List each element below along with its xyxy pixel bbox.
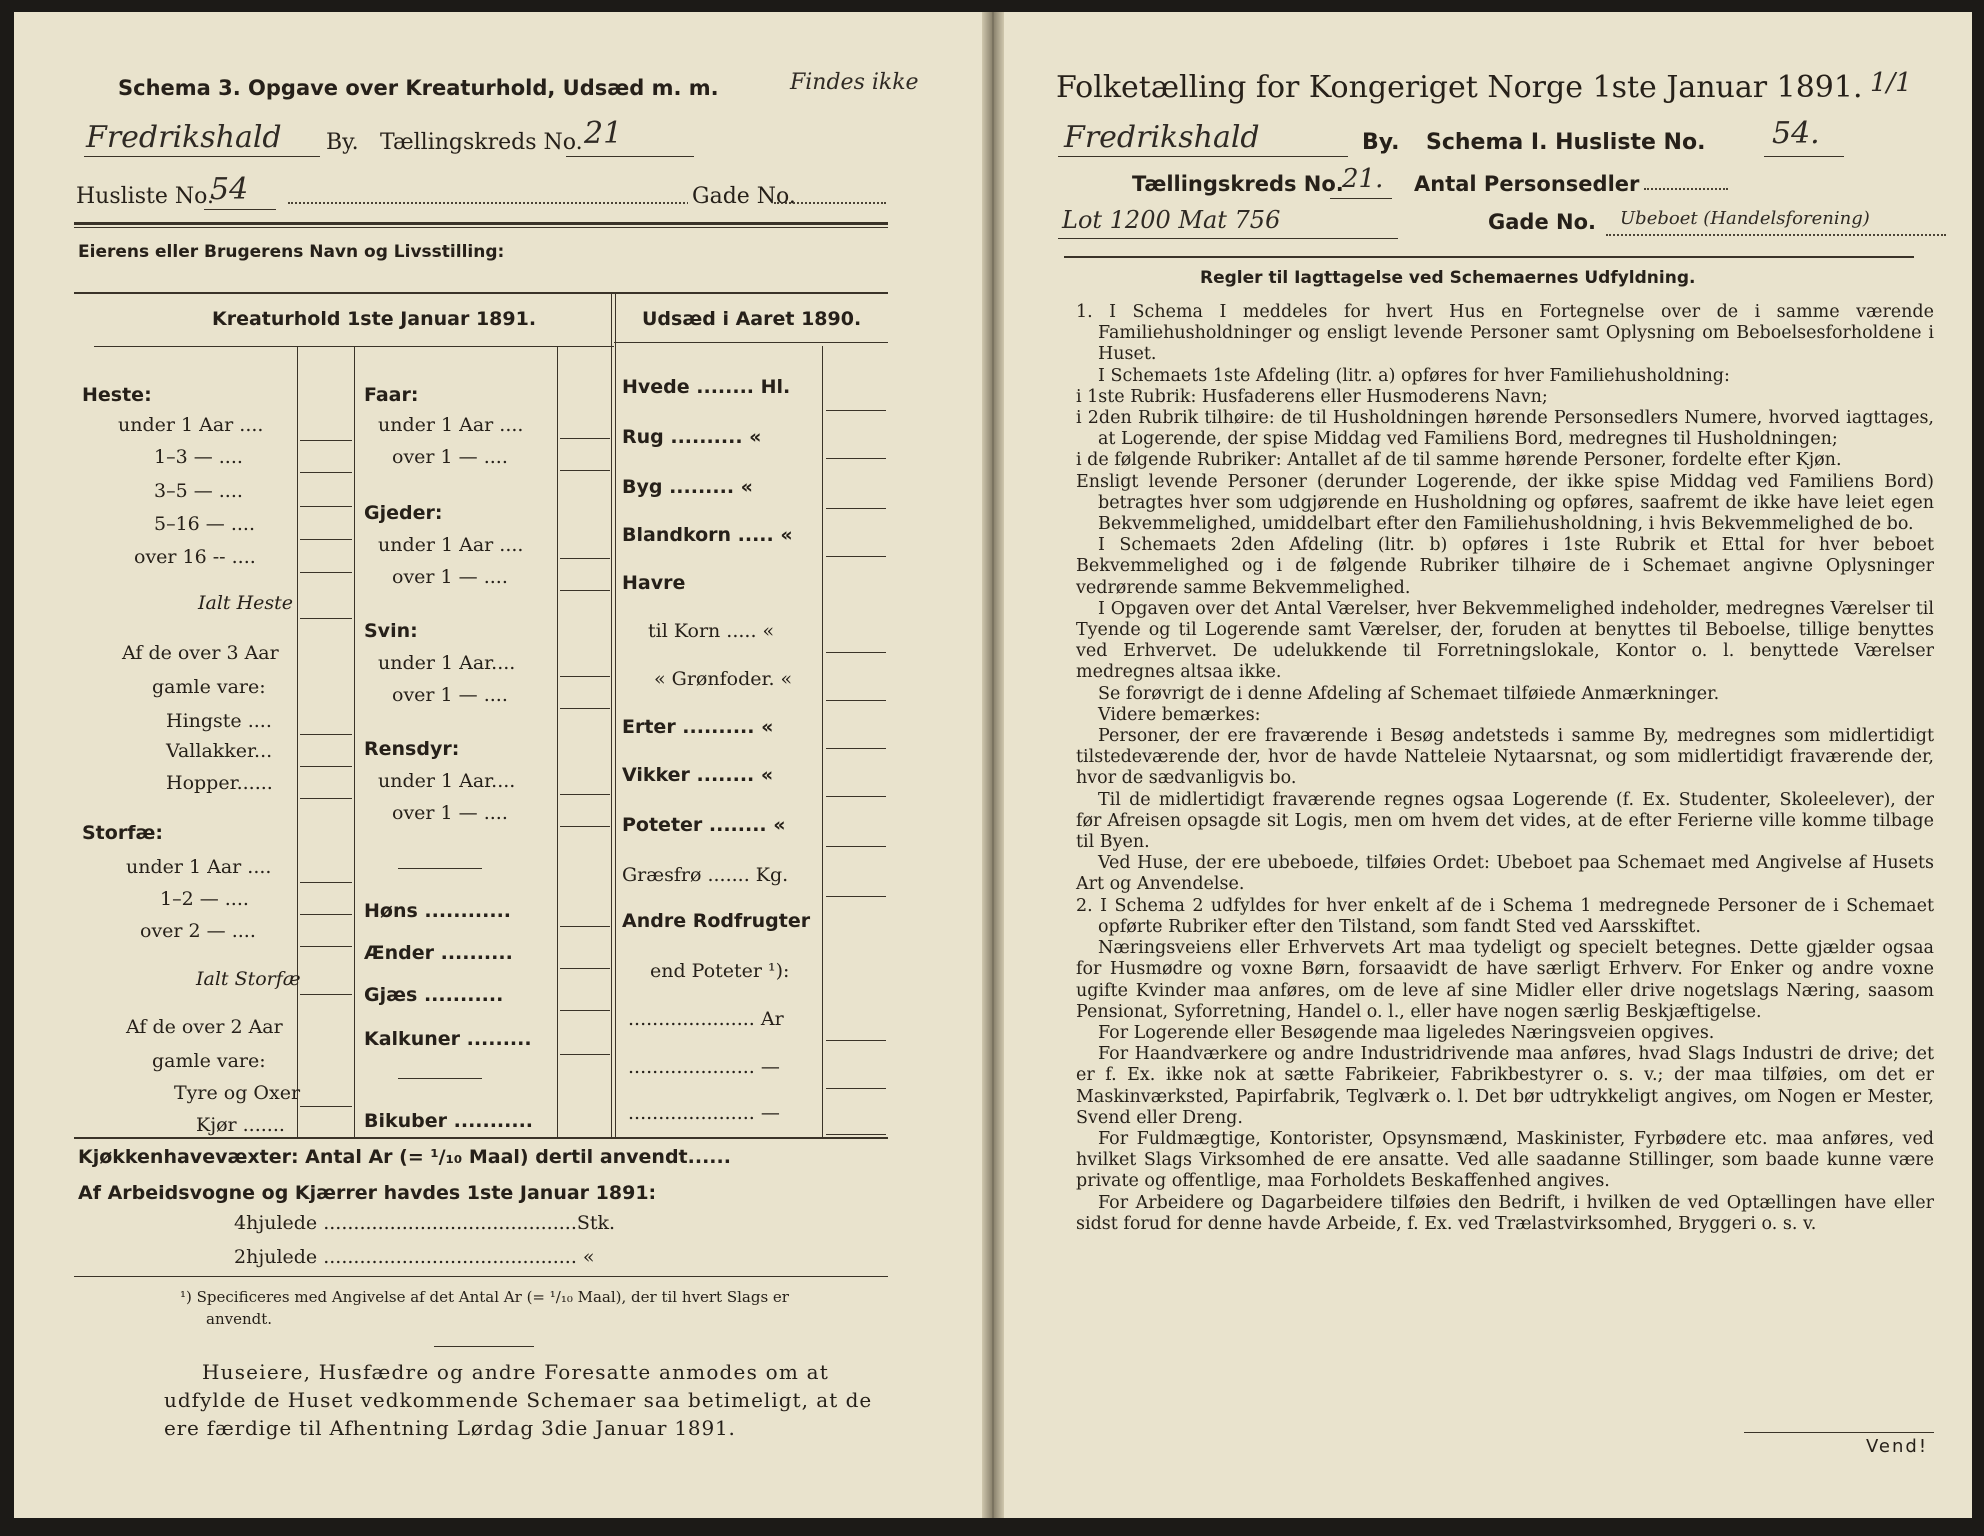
rule-videre: Videre bemærkes: xyxy=(1098,704,1261,725)
rule-2: 2. I Schema 2 udfyldes for hver enkelt af de i Schema 1 medregnede Personer de i Schemaet opførte Rubriker efter den Tilstand, som fandt Sted ved Aarsskiftet. xyxy=(1076,895,1934,937)
row-poteter: Poteter ........ « xyxy=(622,814,786,836)
row-tyre-oxer: Tyre og Oxer xyxy=(174,1082,301,1104)
rule-1-rubrik-1: i 1ste Rubrik: Husfaderens eller Husmoderens Navn; xyxy=(1076,386,1548,407)
row-heste-1-3: 1–3 — .... xyxy=(154,446,243,468)
row-gjeder-over1: over 1 — .... xyxy=(392,566,508,588)
row-hons: Høns ............ xyxy=(364,900,512,922)
row-rug: Rug .......... « xyxy=(622,426,762,448)
closing-line3: ere færdige til Afhentning Lørdag 3die Januar 1891. xyxy=(164,1416,736,1440)
rule-anmaerkninger: Se forøvrigt de i denne Afdeling af Schemaet tilføiede Anmærkninger. xyxy=(1098,683,1720,704)
rule-logerende: For Logerende eller Besøgende maa ligeledes Næringsveien opgives. xyxy=(1098,1022,1715,1043)
right-by-label: By. xyxy=(1362,130,1400,155)
row-dash-1: ..................... — xyxy=(628,1056,780,1078)
row-bikuber: Bikuber ........... xyxy=(364,1110,534,1132)
row-hingste: Hingste .... xyxy=(166,710,272,732)
row-heste-over16: over 16 -- .... xyxy=(134,546,256,568)
rule-arbeidere: For Arbeidere og Dagarbeidere tilføies den Bedrift, i hvilken de ved Optællingen have eller sidst forud for denne havde Arbeide, f. Ex. ved Trælastvirksomhed, Bryggeri o. s. v. xyxy=(1076,1192,1934,1234)
row-end-poteter: end Poteter ¹): xyxy=(650,960,790,982)
row-havre: Havre xyxy=(622,572,686,594)
rule-fuldmaegtige: For Fuldmægtige, Kontorister, Opsynsmænd, Maskinister, Fyrbødere etc. maa anføres, ved hvilket Slags Virksomhed de ere ansatte. Ved alle saadanne Stillinger, som baade kunne være private og offentlige, maa Forholdets Beskaffenhed angives. xyxy=(1076,1128,1934,1192)
rule-1-rubrik-rest: i de følgende Rubriker: Antallet af de til samme hørende Personer, fordelte efter Kjøn. xyxy=(1076,450,1842,471)
rule-haandvaerkere: For Haandværkere og andre Industridrivende maa anføres, hvad Slags Industri de drive; det er f. Ex. ikke nok at sætte Fabrikeier, Fabrikbestyrer o. s. v.; der maa tilføies, om det er Maskinværksted, Papirfabrik, Teglværk o. l. Det bør udtrykkeligt angives, om Nogen er Mester, Svend eller Dreng. xyxy=(1076,1044,1934,1128)
gjeder-heading: Gjeder: xyxy=(364,502,443,524)
vend-note: Vend! xyxy=(1866,1436,1929,1457)
closing-line2: udfylde de Huset vedkommende Schemaer saa betimeligt, at de xyxy=(164,1388,873,1412)
rules-title: Regler til Iagttagelse ved Schemaernes Udfyldning. xyxy=(1200,268,1696,288)
row-graesfro: Græsfrø ....... Kg. xyxy=(622,864,789,886)
row-hvede: Hvede ........ Hl. xyxy=(622,376,791,398)
row-svin-under1: under 1 Aar.... xyxy=(378,652,516,674)
right-lot-hand: Lot 1200 Mat 756 xyxy=(1062,206,1281,234)
row-andre-rodfrugter: Andre Rodfrugter xyxy=(622,910,811,932)
udsaed-header: Udsæd i Aaret 1890. xyxy=(642,308,862,330)
right-schema-label: Schema I. Husliste No. xyxy=(1426,130,1706,155)
footnote-line1: ¹) Specificeres med Angivelse af det Antal Ar (= ¹/₁₀ Maal), der til hvert Slags er xyxy=(180,1288,789,1306)
rule-fravaerende: Til de midlertidigt fraværende regnes ogsaa Logerende (f. Ex. Studenter, Skoleelever), der før Afreisen opsagde sit Logis, men om hvem det vides, at de efter Ferierne ville komme tilbage til Byen. xyxy=(1076,789,1934,853)
right-page-schema-1 xyxy=(1004,12,1972,1518)
left-title-note: Findes ikke xyxy=(790,70,919,95)
right-city-hand: Fredrikshald xyxy=(1064,120,1260,155)
rule-ubeboede: Ved Huse, der ere ubeboede, tilføies Ordet: Ubeboet paa Schemaet med Angivelse af Husets Art og Anvendelse. xyxy=(1076,853,1934,895)
afde3-line2: gamle vare: xyxy=(152,676,266,698)
row-hopper: Hopper...... xyxy=(166,772,273,794)
ialt-storfae: Ialt Storfæ xyxy=(196,968,301,990)
ialt-heste: Ialt Heste xyxy=(198,592,294,614)
left-owner-label: Eierens eller Brugerens Navn og Livsstilling: xyxy=(78,242,505,262)
row-vallakker: Vallakker... xyxy=(166,740,273,762)
right-gade-label: Gade No. xyxy=(1488,210,1596,234)
footnote-line2: anvendt. xyxy=(206,1310,273,1328)
row-faar-over1: over 1 — .... xyxy=(392,446,508,468)
row-4hjulede: 4hjulede ..........................................Stk. xyxy=(234,1212,616,1234)
row-storfae-1-2: 1–2 — .... xyxy=(160,888,249,910)
row-havre-gronfoder: « Grønfoder. « xyxy=(654,668,793,690)
kreatur-header: Kreaturhold 1ste Januar 1891. xyxy=(212,308,537,330)
row-blandkorn: Blandkorn ..... « xyxy=(622,524,793,546)
rules-text xyxy=(1076,302,1934,1235)
left-gade-label: Gade No. xyxy=(688,184,800,209)
rule-vaerelser: I Opgaven over det Antal Værelser, hver Bekvemmelighed indeholder, medregnes Værelser til Tyende og til Logerende samt Værelser, der, foruden at benyttes til Beboelse, tillige benyttes ved Erhvervet. De udelukkende til Forretningslokale, Kontor o. l. benyttede Værelser medregnes altsaa ikke. xyxy=(1076,598,1934,683)
left-kreds-label: Tællingskreds No. xyxy=(380,130,583,155)
rule-1-afdeling-a: I Schemaets 1ste Afdeling (litr. a) opføres for hver Familiehusholdning: xyxy=(1098,365,1730,386)
row-storfae-under1: under 1 Aar .... xyxy=(126,856,272,878)
left-city-hand: Fredrikshald xyxy=(86,120,282,155)
storfae-heading: Storfæ: xyxy=(82,822,163,844)
afde2-line1: Af de over 2 Aar xyxy=(126,1016,283,1038)
row-faar-under1: under 1 Aar .... xyxy=(378,414,524,436)
right-kreds-hand: 21. xyxy=(1342,164,1384,194)
rule-enslige: Ensligt levende Personer (derunder Logerende, der ikke spise Middag ved Familiens Bord) betragtes hver som udgjørende en Husholdning og opføres, saafremt de ikke have leiet egen Bekvemmelighed, umiddelbart efter den Familiehusholdning, i hvis Bekvemmelighed de bo. xyxy=(1076,471,1934,535)
row-heste-under1: under 1 Aar .... xyxy=(118,414,264,436)
rule-1: 1. I Schema I meddeles for hvert Hus en Fortegnelse over de i samme værende Familiehusholdninger og ensligt levende Personer samt Oplysning om Beboelsesforholdene i Huset. xyxy=(1076,302,1934,365)
row-rensdyr-under1: under 1 Aar.... xyxy=(378,770,516,792)
left-title: Schema 3. Opgave over Kreaturhold, Udsæd m. m. xyxy=(118,76,719,100)
arbeidsvogne-line: Af Arbeidsvogne og Kjærrer havdes 1ste Januar 1891: xyxy=(78,1182,657,1204)
row-heste-5-16: 5–16 — .... xyxy=(154,513,256,535)
row-2hjulede: 2hjulede .......................................... « xyxy=(234,1246,595,1268)
left-kreds-hand: 21 xyxy=(584,116,623,151)
svin-heading: Svin: xyxy=(364,620,418,642)
row-rensdyr-over1: over 1 — .... xyxy=(392,802,508,824)
right-gade-hand: Ubeboet (Handelsforening) xyxy=(1620,208,1870,229)
right-kreds-label: Tællingskreds No. xyxy=(1132,172,1344,196)
row-svin-over1: over 1 — .... xyxy=(392,684,508,706)
rule-naeringsvei: Næringsveiens eller Erhvervets Art maa tydeligt og specielt betegnes. Dette gjælder ogsaa for Husmødre og voxne Børn, forsaavidt de have særligt Erhverv. For Enker og andre voxne ugifte Kvinder maa anføres, om de leve af sine Midler eller drive nogetslags Næring, saasom Pensionat, Syforretning, Handel o. l., eller have nogen særlig Beskjæftigelse. xyxy=(1076,938,1934,1022)
row-aender: Ænder .......... xyxy=(364,942,513,964)
left-husliste-label: Husliste No. xyxy=(76,184,214,209)
row-gjaes: Gjæs ........... xyxy=(364,984,504,1006)
row-storfae-over2: over 2 — .... xyxy=(140,920,256,942)
rule-afdeling-b: I Schemaets 2den Afdeling (litr. b) opføres i 1ste Rubrik et Ettal for hver beboet Bekvemmelighed og i de følgende Rubriker tilhøire de i Schemaet angivne Oplysninger vedrørende samme Bekvemmelighed. xyxy=(1076,535,1934,598)
left-husliste-hand: 54 xyxy=(210,172,249,207)
right-title: Folketælling for Kongeriget Norge 1ste Januar 1891. xyxy=(1056,70,1863,105)
faar-heading: Faar: xyxy=(364,384,419,406)
book-gutter xyxy=(982,12,1004,1518)
row-havre-tilkorn: til Korn ..... « xyxy=(648,620,775,642)
right-husliste-hand: 54. xyxy=(1772,116,1820,151)
left-page-schema-3 xyxy=(14,12,982,1518)
row-heste-3-5: 3–5 — .... xyxy=(154,480,243,502)
rule-besog: Personer, der ere fraværende i Besøg andetsteds i samme By, medregnes som midlertidigt tilstedeværende der, hvor de havde Natteleie Nytaarsnat, og som midlertidigt fraværende der, hvor de sædvanligvis bo. xyxy=(1076,726,1934,789)
rule-1-rubrik-2: i 2den Rubrik tilhøire: de til Husholdningen hørende Personsedlers Numere, hvorved iagttages, at Logerende, der spise Middag ved Familiens Bord, medregnes til Husholdningen; xyxy=(1076,408,1934,450)
row-kalkuner: Kalkuner ......... xyxy=(364,1028,532,1050)
row-byg: Byg ......... « xyxy=(622,476,753,498)
heste-heading: Heste: xyxy=(82,384,152,406)
row-kjor: Kjør ....... xyxy=(196,1114,285,1136)
kjokkenhave-line: Kjøkkenhavevæxter: Antal Ar (= ¹/₁₀ Maal) dertil anvendt...... xyxy=(78,1146,731,1168)
right-antal-label: Antal Personsedler xyxy=(1414,172,1640,196)
rensdyr-heading: Rensdyr: xyxy=(364,738,460,760)
afde2-line2: gamle vare: xyxy=(152,1050,266,1072)
closing-line1: Huseiere, Husfædre og andre Foresatte anmodes om at xyxy=(202,1360,829,1384)
left-by-label: By. xyxy=(326,130,359,155)
row-dash-2: ..................... — xyxy=(628,1102,780,1124)
row-erter: Erter .......... « xyxy=(622,716,774,738)
afde3-line1: Af de over 3 Aar xyxy=(122,642,279,664)
row-vikker: Vikker ........ « xyxy=(622,764,774,786)
row-ar: ..................... Ar xyxy=(628,1008,784,1030)
right-corner-mark: 1/1 xyxy=(1870,68,1912,98)
row-gjeder-under1: under 1 Aar .... xyxy=(378,534,524,556)
